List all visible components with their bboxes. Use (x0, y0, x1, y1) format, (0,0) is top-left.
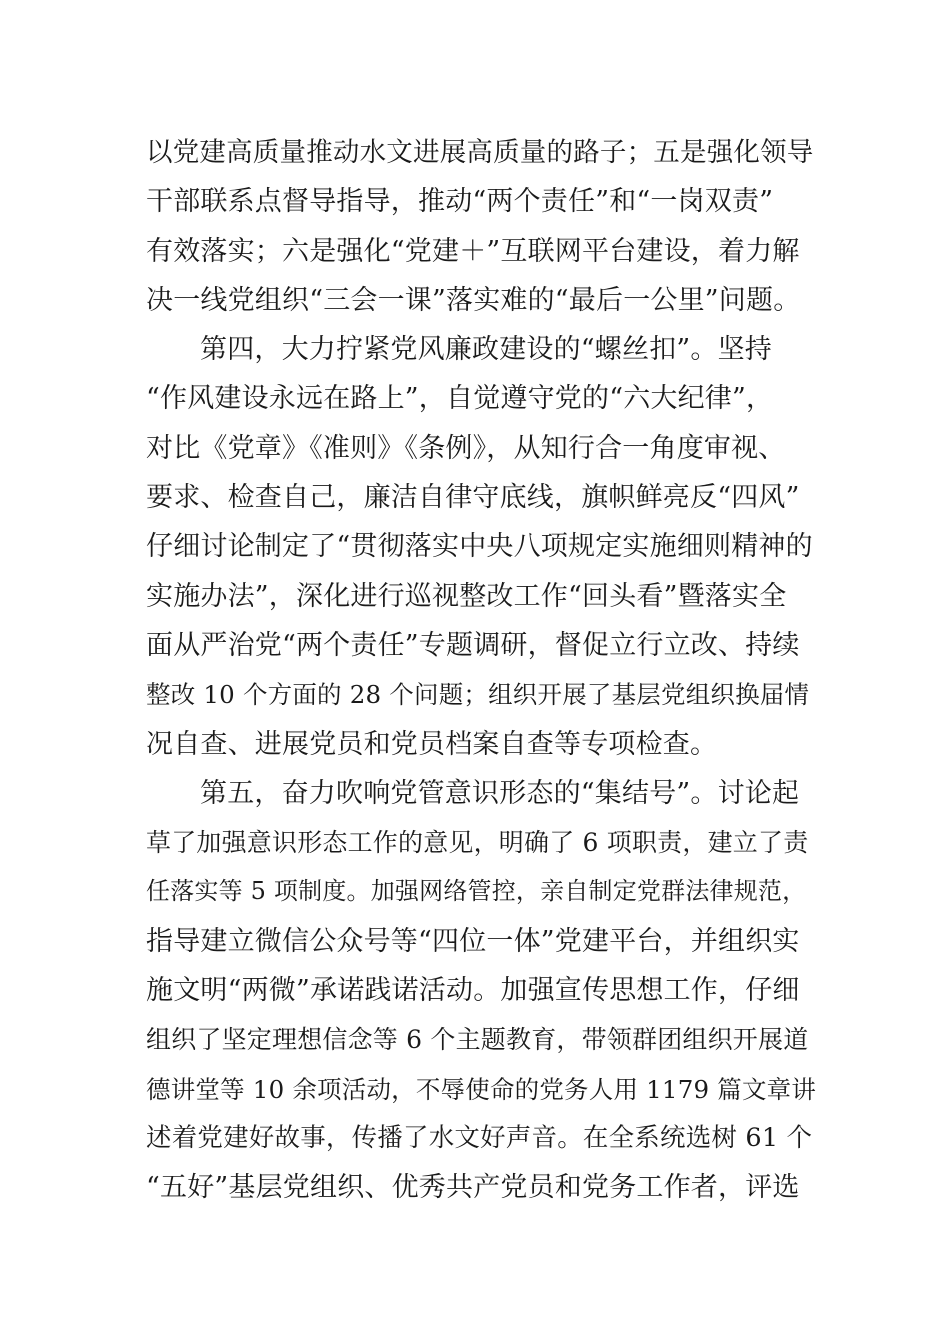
text-line: 以党建高质量推动水文进展高质量的路子；五是强化领导 (146, 137, 814, 168)
text-line: 决一线党组织“三会一课”落实难的“最后一公里”问题。 (146, 284, 801, 316)
text-line: 草了加强意识形态工作的意见，明确了 6 项职责，建立了责 (146, 828, 809, 858)
text-line: 对比《党章》《准则》《条例》，从知行合一角度审视、 (146, 432, 786, 464)
text-line: 德讲堂等 10 余项活动，不辱使命的党务人用 1179 篇文章讲 (146, 1074, 817, 1104)
body-text (146, 128, 816, 1213)
text-line: 述着党建好故事，传播了水文好声音。在全系统选树 61 个 (146, 1122, 813, 1153)
text-line: 组织了坚定理想信念等 6 个主题教育，带领群团组织开展道 (146, 1025, 809, 1055)
text-line: 指导建立微信公众号等“四位一体”党建平台，并组织实 (146, 925, 800, 957)
paragraph-start-line: 第四，大力拧紧党风廉政建设的“螺丝扣”。坚持 (200, 334, 773, 366)
text-line: 施文明“两微”承诺践诺活动。加强宣传思想工作，仔细 (146, 975, 800, 1007)
text-line: 况自查、进展党员和党员档案自查等专项检查。 (146, 728, 718, 760)
paragraph-start-line: 第五，奋力吹响党管意识形态的“集结号”。讨论起 (200, 777, 800, 809)
text-line: 面从严治党“两个责任”专题调研，督促立行立改、持续 (146, 629, 800, 661)
text-line: 仔细讨论制定了“贯彻落实中央八项规定实施细则精神的 (146, 531, 813, 563)
text-line: 要求、检查自己，廉洁自律守底线，旗帜鲜亮反“四风” (146, 482, 800, 514)
text-line: 有效落实；六是强化“党建＋”互联网平台建设，着力解 (146, 235, 800, 267)
text-line: 任落实等 5 项制度。加强网络管控，亲自制定党群法律规范， (146, 877, 807, 906)
text-line: 干部联系点督导指导，推动“两个责任”和“一岗双责” (146, 186, 774, 218)
text-line: 整改 10 个方面的 28 个问题；组织开展了基层党组织换届情 (146, 680, 810, 710)
text-line: 实施办法”，深化进行巡视整改工作“回头看”暨落实全 (146, 580, 787, 612)
text-line: “五好”基层党组织、优秀共产党员和党务工作者，评选 (146, 1172, 800, 1204)
text-line: “作风建设永远在路上”，自觉遵守党的“六大纪律”， (146, 383, 774, 415)
